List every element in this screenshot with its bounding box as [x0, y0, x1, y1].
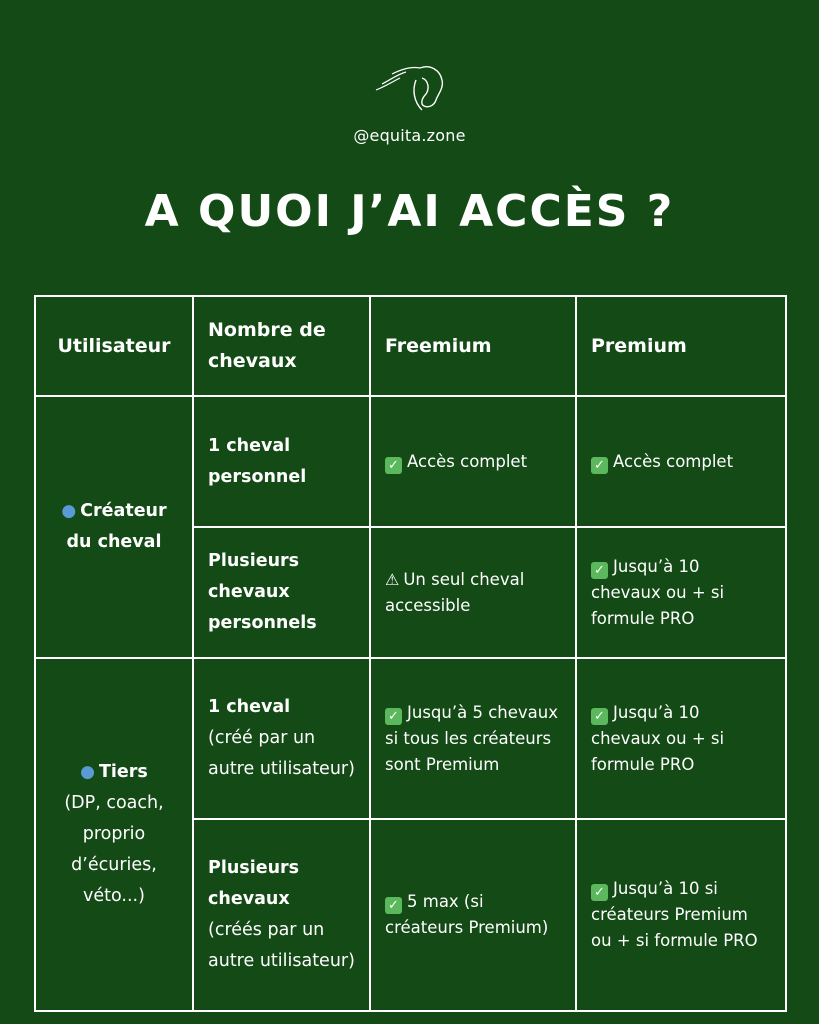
- check-icon: ✓: [591, 562, 608, 579]
- check-icon: ✓: [385, 897, 402, 914]
- freemium-cell: [370, 527, 576, 658]
- users-icon: ●: [80, 762, 95, 782]
- access-table: [34, 295, 787, 1012]
- header-freemium: Freemium: [370, 296, 576, 396]
- count-detail: (créé par un autre utilisateur): [208, 728, 355, 779]
- user-subtitle: (DP, coach, proprio d’écuries, véto...): [64, 793, 164, 906]
- count-cell: [193, 658, 370, 819]
- count-label: Plusieurs chevaux: [208, 858, 300, 909]
- premium-cell: [576, 527, 786, 658]
- user-cell-third-party: [35, 658, 193, 1011]
- premium-cell: [576, 396, 786, 527]
- count-label: 1 cheval: [208, 697, 291, 717]
- check-icon: ✓: [591, 457, 608, 474]
- freemium-value: Jusqu’à 5 chevaux si tous les créateurs sont Premium: [385, 702, 558, 774]
- page-title: A QUOI J’AI ACCÈS ?: [144, 186, 675, 237]
- header-user: Utilisateur: [35, 296, 193, 396]
- table-row: [35, 396, 786, 527]
- freemium-cell: [370, 658, 576, 819]
- count-detail: (créés par un autre utilisateur): [208, 920, 355, 971]
- check-icon: ✓: [591, 884, 608, 901]
- table-header-row: [35, 296, 786, 396]
- premium-value: Accès complet: [613, 451, 734, 471]
- premium-value: Jusqu’à 10 chevaux ou + si formule PRO: [591, 702, 725, 774]
- count-cell: [193, 396, 370, 527]
- premium-value: Jusqu’à 10 chevaux ou + si formule PRO: [591, 556, 725, 628]
- horse-head-logo-icon: [372, 60, 448, 112]
- warning-icon: ⚠: [385, 569, 400, 589]
- count-cell: [193, 527, 370, 658]
- freemium-value: 5 max (si créateurs Premium): [385, 892, 549, 937]
- header-premium: Premium: [576, 296, 786, 396]
- user-cell-creator: [35, 396, 193, 658]
- check-icon: ✓: [591, 708, 608, 725]
- premium-value: Jusqu’à 10 si créateurs Premium ou + si formule PRO: [591, 879, 758, 950]
- header-horse-count: Nombre de chevaux: [193, 296, 370, 396]
- freemium-value: Accès complet: [407, 451, 528, 471]
- user-label: Tiers: [98, 762, 148, 782]
- user-label: Créateur du cheval: [66, 501, 167, 552]
- count-label: 1 cheval personnel: [208, 435, 307, 487]
- user-icon: ●: [61, 501, 77, 521]
- freemium-cell: [370, 396, 576, 527]
- premium-cell: [576, 658, 786, 819]
- check-icon: ✓: [385, 457, 402, 474]
- count-cell: [193, 819, 370, 1011]
- premium-cell: [576, 819, 786, 1011]
- freemium-cell: [370, 819, 576, 1011]
- account-handle: @equita.zone: [353, 126, 466, 145]
- table-row: [35, 658, 786, 819]
- freemium-value: Un seul cheval accessible: [385, 569, 525, 615]
- check-icon: ✓: [385, 708, 402, 725]
- count-label: Plusieurs chevaux personnels: [208, 551, 317, 633]
